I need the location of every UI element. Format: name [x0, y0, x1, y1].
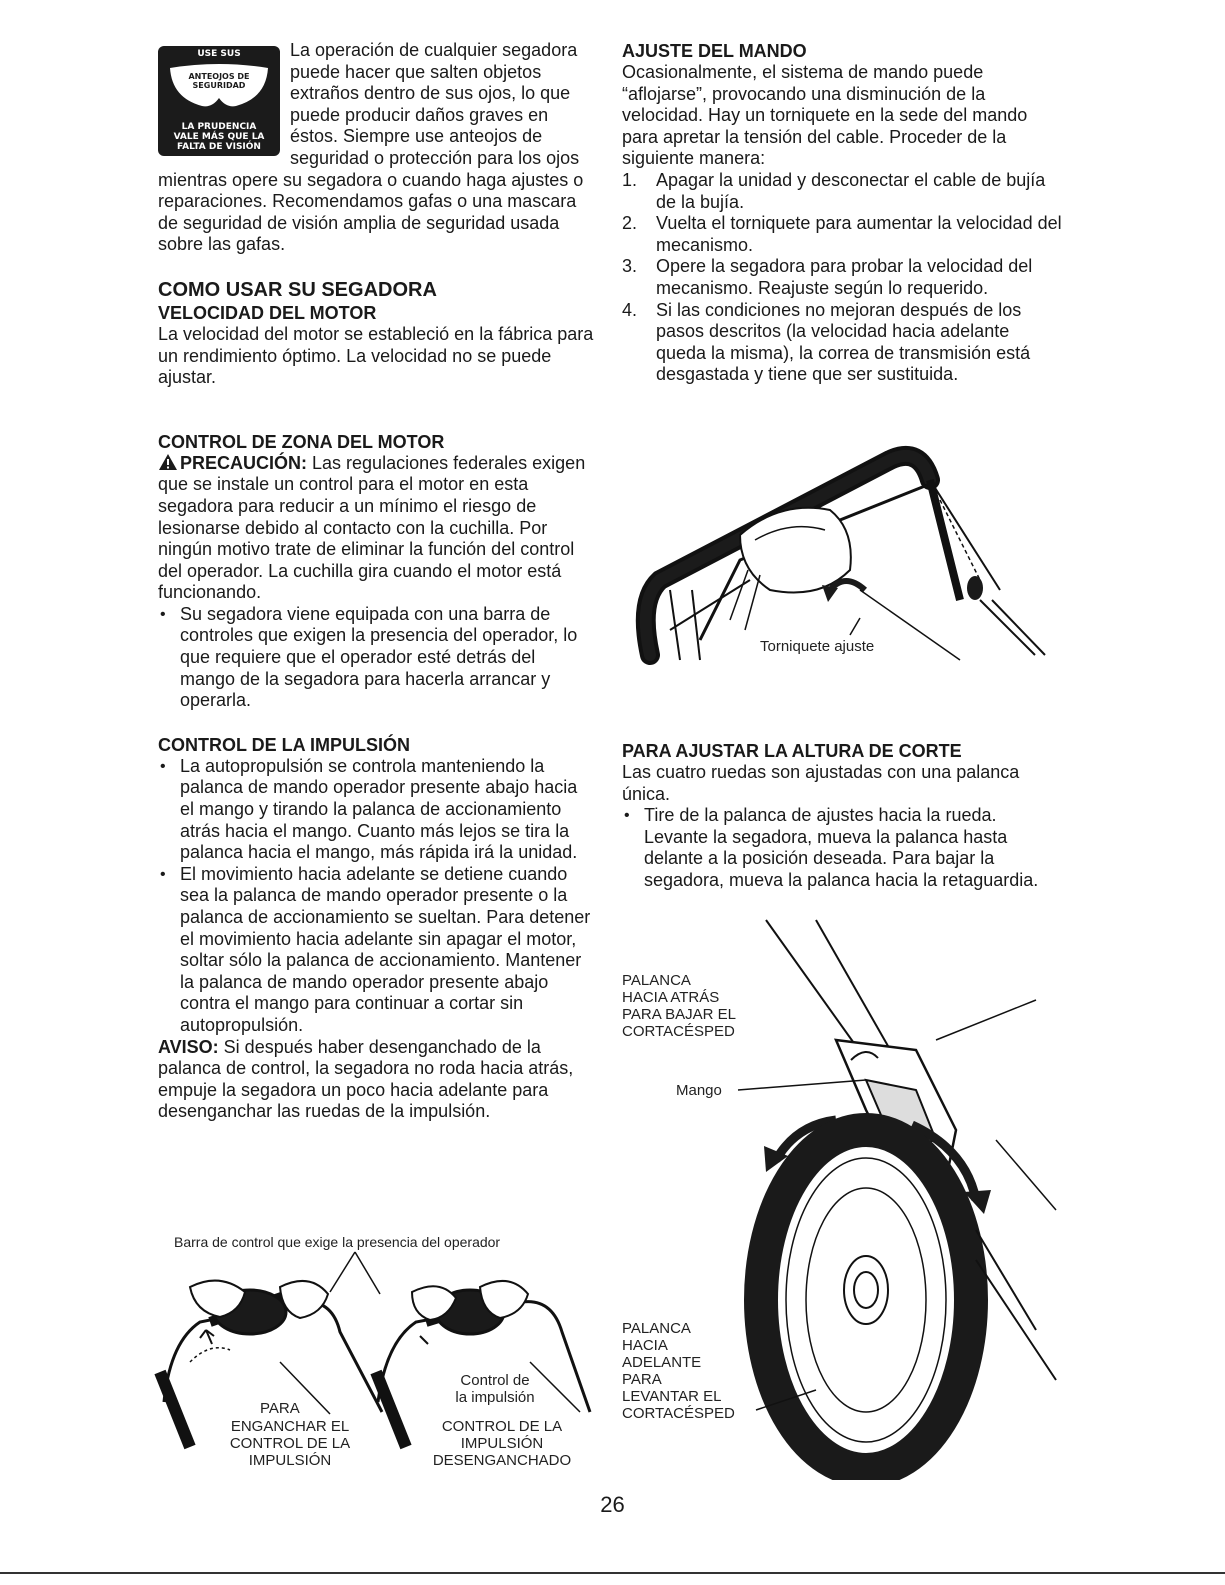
label-drive-line-1: Control de	[460, 1372, 530, 1389]
label-disengaged-line-3: DESENGANCHADO	[432, 1452, 572, 1469]
label-lever-back	[622, 972, 736, 1040]
label-engage-line-2: CONTROL DE LA	[229, 1435, 351, 1452]
list-item	[622, 170, 1062, 213]
label-drive-line-2: la impulsión	[455, 1389, 535, 1406]
adjust-drive-title: AJUSTE DEL MANDO	[622, 41, 807, 61]
caution-label: PRECAUCIÓN:	[180, 452, 308, 473]
safety-intro-text: La operación de cualquier segadora puede hacer que salten objetos extraños dentro de sus ojos, lo que puede producir daños graves en éstos. Siempre use anteojos de seguridad o protección para los ojos mientras opere su segadora o cuando haga ajustes o reparaciones. Recomendamos gafas o una mascara de seguridad de visión amplia de seguridad usada sobre las gafas.	[158, 40, 584, 255]
label-engage	[200, 1418, 380, 1469]
step-text: Vuelta el torniquete para aumentar la velocidad del mecanismo.	[656, 213, 1062, 255]
adjust-drive-text: Ocasionalmente, el sistema de mando puede “aflojarse”, provocando una disminución de la velocidad. Hay un torniquete en la sede del mando para apretar la tensión del cable. Proceder de la siguiente manera:	[622, 62, 1028, 169]
label-lever-forward-line-5: LEVANTAR EL	[622, 1388, 722, 1405]
label-lever-forward	[622, 1320, 735, 1422]
list-item: • El movimiento hacia adelante se detiene cuando sea la palanca de mando operador presente o la palanca de accionamiento se sueltan. Para detener el movimiento hacia adelante sin apagar el motor, soltar sólo la palanca de accionamiento. Mantener la palanca de mando operador presente abajo contra el mango para continuar a cortar sin autopropulsión.	[158, 864, 594, 1037]
motor-speed-text: La velocidad del motor se estableció en la fábrica para un rendimiento óptimo. La velocidad no se puede ajustar.	[158, 323, 594, 388]
notice-paragraph	[158, 1037, 594, 1123]
label-lever-back-line-3: PARA BAJAR EL	[622, 1006, 736, 1023]
caution-paragraph	[158, 453, 594, 604]
safety-glasses-badge	[158, 46, 280, 156]
list-item: • La autopropulsión se controla manteniendo la palanca de mando operador presente abajo hacia el mango y tirando la palanca de accionamiento atrás hacia el mango. Cuanto más lejos se tira la palanca hacia el mango, más rápida irá la unidad.	[158, 756, 594, 864]
motor-speed-title: VELOCIDAD DEL MOTOR	[158, 302, 377, 323]
page-number: 26	[600, 1492, 625, 1517]
adjust-steps-list	[622, 170, 1062, 386]
badge-line-2: VALE MÁS QUE LA	[173, 132, 265, 142]
label-handle: Mango	[676, 1082, 722, 1099]
safety-intro	[158, 40, 594, 256]
figure-caption: Barra de control que exige la presencia del operador	[174, 1234, 501, 1250]
label-lever-back-line-4: CORTACÉSPED	[622, 1023, 735, 1040]
badge-line-1: LA PRUDENCIA	[181, 122, 257, 132]
label-lever-forward-line-3: ADELANTE	[622, 1354, 702, 1371]
label-disengaged-line-1: CONTROL DE LA	[441, 1418, 563, 1435]
label-disengaged-line-2: IMPULSIÓN	[460, 1435, 544, 1452]
cutting-height-section	[622, 740, 1062, 892]
list-item	[622, 213, 1062, 256]
cable-adjuster-illustration	[630, 440, 1060, 670]
step-number: 1.	[622, 169, 638, 190]
step-number: 3.	[622, 256, 638, 277]
cable-adjuster-figure	[630, 440, 1060, 670]
step-text: Si las condiciones no mejoran después de los pasos descritos (la velocidad hacia adelante queda la misma), la correa de transmisión está desgastada y tiene que ser sustituida.	[656, 299, 1031, 385]
badge-line-3: FALTA DE VISIÓN	[177, 142, 261, 152]
label-drive-control	[440, 1372, 550, 1406]
left-column	[158, 40, 594, 1123]
drive-bullet-list	[158, 756, 594, 1037]
step-number: 4.	[622, 299, 638, 320]
warning-icon	[158, 453, 178, 471]
list-item	[622, 300, 1062, 386]
cutting-height-title: PARA AJUSTAR LA ALTURA DE CORTE	[622, 741, 962, 761]
right-column	[622, 40, 1062, 386]
step-text: Opere la segadora para probar la velocidad del mecanismo. Reajuste según lo requerido.	[656, 256, 1033, 298]
zone-control-title: CONTROL DE ZONA DEL MOTOR	[158, 431, 445, 452]
list-item: • Su segadora viene equipada con una barra de controles que exigen la presencia del operador, lo que requiere que el operador esté detrás del mango de la segadora para hacerla arrancar y operarla.	[158, 604, 594, 712]
step-text: Apagar la unidad y desconectar el cable de bujía de la bujía.	[656, 169, 1046, 212]
label-engage-line-1: ENGANCHAR EL	[230, 1418, 350, 1435]
label-lever-forward-line-1: PALANCA	[622, 1320, 691, 1337]
cutting-height-text: Las cuatro ruedas son ajustadas con una palanca única.	[622, 762, 1020, 804]
label-lever-back-line-1: PALANCA	[622, 972, 691, 989]
label-engage-line-3: IMPULSIÓN	[248, 1452, 332, 1469]
operator-control-figure	[150, 1232, 610, 1482]
badge-top-text: USE SUS	[197, 49, 241, 59]
label-cable-adjuster: Torniquete ajuste	[760, 638, 875, 655]
notice-label: AVISO:	[158, 1036, 219, 1057]
wheel-height-figure	[616, 910, 1062, 1480]
cutting-height-bullet-list	[622, 805, 1062, 891]
notice-text: Si después haber desenganchado de la palanca de control, la segadora no roda hacia atrás, empuje la segadora un poco hacia adelante para desenganchar las ruedas de la impulsión.	[158, 1036, 574, 1122]
badge-lens-text: ANTEOJOS DE SEGURIDAD	[188, 72, 250, 90]
zone-bullet-list	[158, 604, 594, 712]
label-para: PARA	[260, 1400, 300, 1417]
step-number: 2.	[622, 213, 638, 234]
label-disengaged	[412, 1418, 592, 1469]
drive-control-title: CONTROL DE LA IMPULSIÓN	[158, 734, 410, 755]
badge-bottom-text	[158, 122, 280, 152]
caution-text: Las regulaciones federales exigen que se instale un control para el motor en esta segadora para reducir a un mínimo el riesgo de lesionarse debido al contacto con la cuchilla. Por ningún motivo trate de eliminar la función del control del operador. La cuchilla gira cuando el motor está funcionando.	[158, 452, 586, 603]
label-lever-back-line-2: HACIA ATRÁS	[622, 989, 720, 1006]
list-item: • Tire de la palanca de ajustes hacia la rueda. Levante la segadora, mueva la palanca hasta delante a la posición deseada. Para bajar la segadora, mueva la palanca hacia la retaguardia.	[622, 805, 1062, 891]
label-lever-forward-line-2: HACIA	[622, 1337, 668, 1354]
label-lever-forward-line-6: CORTACÉSPED	[622, 1405, 735, 1422]
bottom-rule	[0, 1572, 1225, 1574]
section-title: COMO USAR SU SEGADORA	[158, 278, 437, 301]
list-item	[622, 256, 1062, 299]
label-lever-forward-line-4: PARA	[622, 1371, 662, 1388]
